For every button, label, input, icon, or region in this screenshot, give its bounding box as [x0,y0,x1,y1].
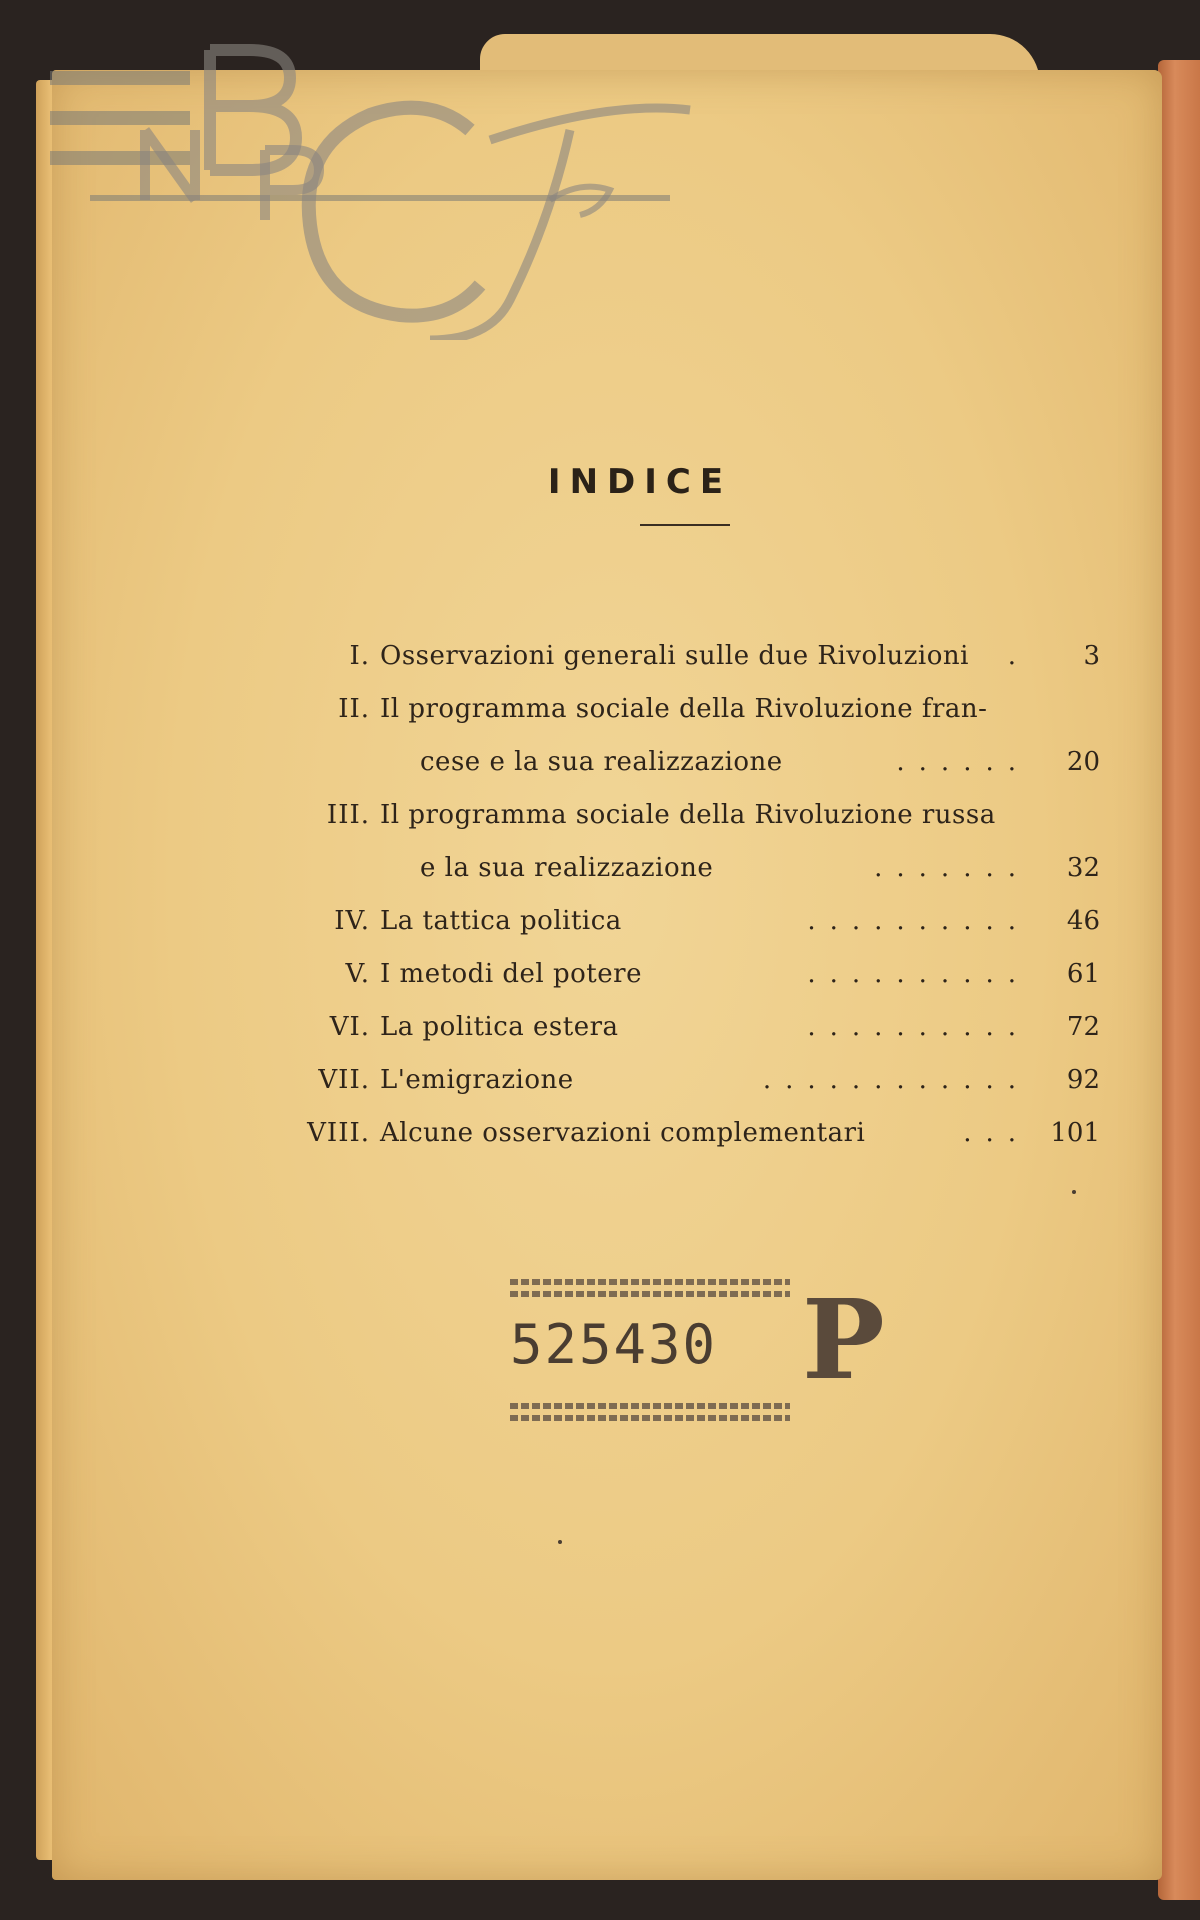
chapter-title: L'emigrazione [380,1065,574,1095]
stamp-letter: P [802,1275,885,1404]
toc-entry [270,1001,1100,1054]
toc-entry-continuation [270,842,1100,895]
toc-entry [270,948,1100,1001]
chapter-number: VII. [318,1065,370,1095]
toc-entry [270,630,1100,683]
page-number: 3 [1083,641,1100,671]
chapter-number: I. [349,641,370,671]
chapter-number: VI. [329,1012,370,1042]
book-cover-edge [1158,60,1200,1900]
page-number: 20 [1066,747,1100,777]
leader-dots: ...... [896,747,1030,777]
page-number: 92 [1066,1065,1100,1095]
stamp-number: 525430 [510,1313,718,1376]
page-number: 72 [1066,1012,1100,1042]
stamp-bar [510,1279,790,1285]
leader-dots: ............ [762,1065,1030,1095]
ink-speck [1072,1190,1076,1194]
toc-entry [270,1107,1100,1160]
library-logo-watermark [50,20,700,340]
table-of-contents [270,630,1100,1160]
chapter-number: II. [338,694,370,724]
chapter-title: Il programma sociale della Rivoluzione russa [380,800,996,830]
page-number: 101 [1050,1118,1100,1148]
chapter-number: IV. [334,906,370,936]
library-stamp [510,1275,890,1435]
toc-entry [270,789,1100,842]
toc-entry [270,1054,1100,1107]
chapter-title: Il programma sociale della Rivoluzione fran- [380,694,988,724]
toc-entry-continuation [270,736,1100,789]
leader-dots: .......... [807,906,1030,936]
chapter-number: V. [345,959,370,989]
chapter-title: La politica estera [380,1012,619,1042]
chapter-title: Osservazioni generali sulle due Rivoluzioni [380,641,969,671]
leader-dots: . [1007,641,1030,671]
title-rule [640,524,730,526]
leader-dots: ... [963,1118,1030,1148]
chapter-title: Alcune osservazioni complementari [380,1118,866,1148]
chapter-number: III. [326,800,370,830]
toc-entry [270,895,1100,948]
chapter-title: La tattica politica [380,906,622,936]
stamp-bar [510,1403,790,1409]
page-number: 32 [1066,853,1100,883]
page-number: 61 [1066,959,1100,989]
chapter-number: VIII. [307,1118,370,1148]
chapter-title-cont: e la sua realizzazione [420,853,714,883]
leader-dots: ....... [874,853,1030,883]
chapter-title-cont: cese e la sua realizzazione [420,747,783,777]
leader-dots: .......... [807,1012,1030,1042]
ink-speck [558,1540,562,1544]
stamp-bar [510,1415,790,1421]
stamp-bar [510,1291,790,1297]
leader-dots: .......... [807,959,1030,989]
chapter-title: I metodi del potere [380,959,642,989]
page-number: 46 [1066,906,1100,936]
toc-entry [270,683,1100,736]
page-title: INDICE [547,462,733,502]
